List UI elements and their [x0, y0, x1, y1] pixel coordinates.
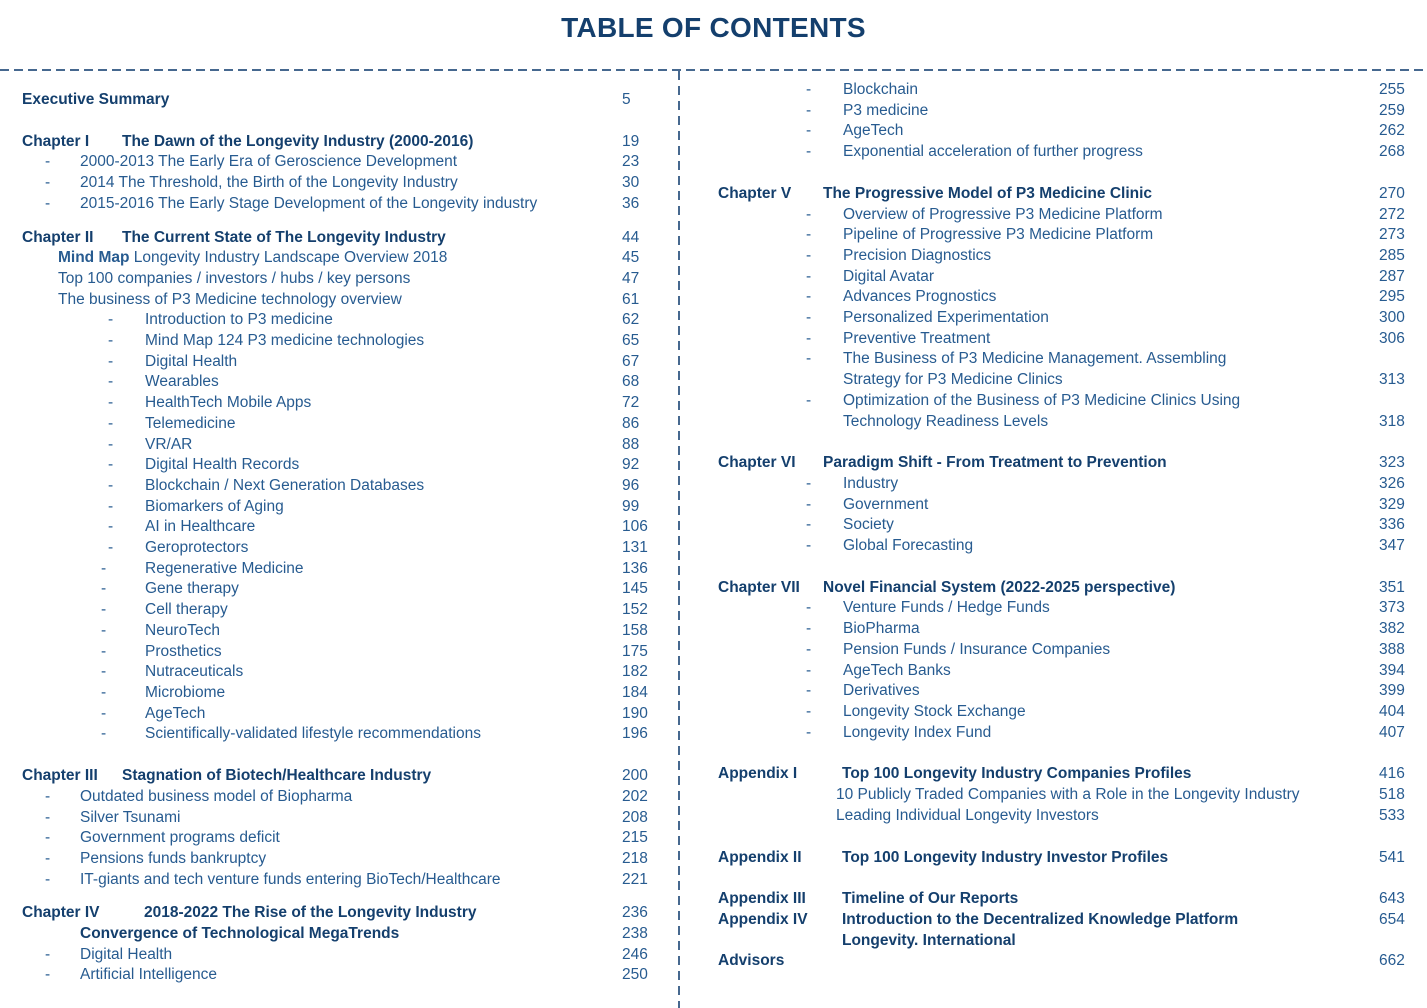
toc-entry-row	[718, 349, 1420, 390]
section-label: Chapter I	[22, 132, 90, 150]
entry-title: Government programs deficit	[80, 829, 280, 847]
bullet-dash: -	[101, 601, 107, 619]
entry-title: Paradigm Shift - From Treatment to Prevention	[823, 454, 1167, 472]
page-number: 541	[1379, 848, 1405, 866]
bullet-dash: -	[806, 267, 812, 285]
toc-entry-row	[22, 683, 670, 704]
toc-entry-row	[22, 435, 670, 456]
page-number: 300	[1379, 309, 1405, 327]
page-number: 643	[1379, 890, 1405, 908]
toc-entry-row	[22, 787, 670, 808]
bullet-dash: -	[108, 539, 114, 557]
bullet-dash: -	[108, 476, 114, 494]
page-number: 318	[1379, 412, 1405, 430]
entry-title: Geroprotectors	[145, 539, 249, 557]
entry-title: Top 100 Longevity Industry Companies Profiles	[842, 765, 1192, 783]
toc-entry-row	[718, 598, 1420, 619]
section-label: Appendix II	[718, 848, 802, 866]
page-number: 196	[622, 725, 648, 743]
entry-title: The Dawn of the Longevity Industry (2000-2016)	[122, 132, 474, 150]
bullet-dash: -	[806, 599, 812, 617]
toc-entry-row	[22, 173, 670, 194]
section-label: Appendix III	[718, 890, 806, 908]
bullet-dash: -	[806, 640, 812, 658]
entry-title: Digital Health	[145, 352, 238, 370]
page-number: 72	[622, 394, 640, 412]
page-number: 246	[622, 945, 648, 963]
section-label: Chapter III	[22, 767, 98, 785]
toc-entry-row	[22, 945, 670, 966]
toc-entry-row	[22, 352, 670, 373]
page-number: 255	[1379, 81, 1405, 98]
bullet-dash: -	[806, 81, 812, 98]
bullet-dash: -	[101, 725, 107, 743]
entry-title: P3 medicine	[843, 101, 929, 119]
page-number: 238	[622, 925, 648, 943]
page-number: 351	[1379, 578, 1405, 596]
page-number: 44	[622, 228, 640, 246]
entry-title: Society	[843, 516, 894, 534]
toc-entry-row	[22, 870, 670, 891]
page-number: 295	[1379, 288, 1405, 306]
toc-entry-row	[718, 142, 1420, 163]
toc-entry-row	[22, 455, 670, 476]
toc-entry-row	[718, 640, 1420, 661]
entry-title: Longevity Stock Exchange	[843, 702, 1026, 720]
page-number: 92	[622, 456, 640, 474]
bullet-dash: -	[806, 205, 812, 223]
page-number: 47	[622, 269, 640, 287]
bullet-dash: -	[806, 702, 812, 720]
toc-entry-row	[22, 372, 670, 393]
entry-title: Top 100 companies / investors / hubs / key persons	[58, 269, 411, 287]
page-number: 533	[1379, 806, 1405, 824]
entry-title: Pension Funds / Insurance Companies	[843, 640, 1111, 658]
page-number: 215	[622, 829, 648, 847]
toc-entry-row	[22, 538, 670, 559]
toc-entry-row	[22, 662, 670, 683]
toc-entry-row	[718, 287, 1420, 308]
page-number: 272	[1379, 205, 1405, 223]
bullet-dash: -	[806, 516, 812, 534]
bullet-dash: -	[806, 350, 812, 368]
bullet-dash: -	[806, 122, 812, 140]
bullet-dash: -	[108, 456, 114, 474]
page-number: 336	[1379, 516, 1405, 534]
bullet-dash: -	[806, 329, 812, 347]
entry-title: 2014 The Threshold, the Birth of the Longevity Industry	[80, 174, 458, 192]
page-number: 399	[1379, 682, 1405, 700]
column-divider	[678, 71, 680, 1008]
toc-entry-row	[22, 642, 670, 663]
page-number: 19	[622, 132, 640, 150]
toc-section-row	[22, 766, 670, 787]
toc-entry-row	[22, 828, 670, 849]
entry-title: Blockchain	[843, 81, 918, 98]
entry-title: 2000-2013 The Early Era of Geroscience Development	[80, 153, 458, 171]
section-label: Chapter II	[22, 228, 94, 246]
page-number: 88	[622, 435, 640, 453]
page-number: 221	[622, 870, 648, 888]
toc-entry-row	[22, 517, 670, 538]
page-number: 136	[622, 559, 648, 577]
page-number: 152	[622, 601, 648, 619]
page-number: 285	[1379, 246, 1405, 264]
bullet-dash: -	[108, 332, 114, 350]
entry-bold-prefix: Mind Map	[58, 249, 130, 267]
entry-title: Outdated business model of Biopharma	[80, 787, 353, 805]
toc-entry-row	[718, 806, 1420, 827]
bullet-dash: -	[806, 288, 812, 306]
page-number: 416	[1379, 765, 1405, 783]
toc-entry-row	[718, 329, 1420, 350]
page-number: 158	[622, 621, 648, 639]
toc-entry-row	[718, 267, 1420, 288]
page-number: 175	[622, 642, 648, 660]
toc-entry-row	[22, 808, 670, 829]
bullet-dash: -	[108, 435, 114, 453]
bullet-dash: -	[806, 723, 812, 741]
page-number: 323	[1379, 454, 1405, 472]
entry-title: Government	[843, 495, 929, 513]
toc-entry-row	[718, 702, 1420, 723]
bullet-dash: -	[45, 945, 51, 963]
toc-entry-row	[718, 681, 1420, 702]
page-number: 99	[622, 497, 640, 515]
bullet-dash: -	[108, 311, 114, 329]
page-number: 30	[622, 174, 640, 192]
toc-entry-row	[718, 246, 1420, 267]
bullet-dash: -	[45, 194, 51, 212]
page-number: 106	[622, 518, 648, 536]
page-number: 68	[622, 373, 640, 391]
section-label: Appendix IV	[718, 910, 808, 928]
page-number: 259	[1379, 101, 1405, 119]
entry-title: Stagnation of Biotech/Healthcare Industry	[122, 767, 432, 785]
section-label: Chapter IV	[22, 904, 100, 922]
toc-entry-row	[22, 704, 670, 725]
bullet-dash: -	[108, 394, 114, 412]
toc-entry-row	[22, 724, 670, 745]
toc-entry-row	[22, 559, 670, 580]
toc-section-row	[718, 889, 1420, 910]
toc-entry-row	[718, 101, 1420, 122]
toc-entry-row	[22, 269, 670, 290]
entry-title: Precision Diagnostics	[843, 246, 992, 264]
entry-title: Venture Funds / Hedge Funds	[843, 599, 1050, 617]
entry-title: The business of P3 Medicine technology overview	[58, 290, 402, 308]
toc-entry-row	[22, 90, 670, 111]
page-number: 202	[622, 787, 648, 805]
entry-title: Cell therapy	[145, 601, 228, 619]
bullet-dash: -	[806, 682, 812, 700]
toc-entry-row	[22, 393, 670, 414]
page-title: TABLE OF CONTENTS	[561, 12, 866, 43]
entry-title: Derivatives	[843, 682, 920, 700]
bullet-dash: -	[101, 621, 107, 639]
page-number: 236	[622, 904, 648, 922]
page-number: 407	[1379, 723, 1405, 741]
page-number: 373	[1379, 599, 1405, 617]
bullet-dash: -	[806, 391, 812, 409]
toc-section-row	[718, 578, 1420, 599]
page-number: 67	[622, 352, 640, 370]
bullet-dash: -	[806, 474, 812, 492]
section-label: Chapter VII	[718, 578, 800, 596]
entry-title: Overview of Progressive P3 Medicine Platform	[843, 205, 1163, 223]
toc-entry-row	[718, 474, 1420, 495]
toc-entry-row	[22, 849, 670, 870]
bullet-dash: -	[101, 580, 107, 598]
page-number: 382	[1379, 620, 1405, 638]
bullet-dash: -	[806, 620, 812, 638]
bullet-dash: -	[45, 787, 51, 805]
entry-title: Longevity Index Fund	[843, 723, 992, 741]
entry-title: Pensions funds bankruptcy	[80, 849, 267, 867]
toc-entry-row	[718, 536, 1420, 557]
toc-entry-row	[718, 80, 1420, 101]
entry-title: Convergence of Technological MegaTrends	[80, 925, 400, 943]
entry-title: The Current State of The Longevity Industry	[122, 228, 446, 246]
toc-section-row	[22, 132, 670, 153]
page-number: 268	[1379, 143, 1405, 161]
toc-entry-row	[718, 121, 1420, 142]
page-number: 184	[622, 683, 648, 701]
toc-entry-row	[22, 290, 670, 311]
bullet-dash: -	[108, 373, 114, 391]
page-number: 270	[1379, 184, 1405, 202]
bullet-dash: -	[806, 101, 812, 119]
toc-entry-row	[718, 205, 1420, 226]
toc-section-row	[22, 903, 670, 924]
toc-entry-row	[718, 308, 1420, 329]
page-number: 662	[1379, 952, 1405, 970]
toc-entry-row	[718, 495, 1420, 516]
entry-title: 10 Publicly Traded Companies with a Role in the Longevity Industry	[836, 786, 1300, 804]
page-number: 190	[622, 704, 648, 722]
page-number: 394	[1379, 661, 1405, 679]
entry-title: Exponential acceleration of further progress	[843, 143, 1143, 161]
toc-entry-row	[718, 661, 1420, 682]
toc-section-row	[22, 228, 670, 249]
entry-title: Top 100 Longevity Industry Investor Profiles	[842, 848, 1169, 866]
entry-title: Executive Summary	[22, 91, 170, 108]
page-number: 65	[622, 332, 640, 350]
entry-title: Introduction to the Decentralized Knowledge Platform Longevity. International	[842, 910, 1239, 949]
bullet-dash: -	[101, 663, 107, 681]
entry-title: Mind Map 124 P3 medicine technologies	[145, 332, 425, 350]
entry-title: Prosthetics	[145, 642, 222, 660]
bullet-dash: -	[108, 518, 114, 536]
entry-title: Digital Avatar	[843, 267, 935, 285]
page-number: 518	[1379, 786, 1405, 804]
toc-section-row	[718, 764, 1420, 785]
toc-entry-row	[22, 621, 670, 642]
toc-entry-row	[22, 965, 670, 986]
page-number: 145	[622, 580, 648, 598]
entry-title: IT-giants and tech venture funds entering BioTech/Healthcare	[80, 870, 501, 888]
entry-title: Digital Health Records	[145, 456, 300, 474]
entry-title: HealthTech Mobile Apps	[145, 394, 312, 412]
entry-title: AgeTech Banks	[843, 661, 951, 679]
entry-title: Introduction to P3 medicine	[145, 311, 333, 329]
toc-entry-row	[718, 723, 1420, 744]
entry-title: Advisors	[718, 952, 785, 970]
toc-section-row	[718, 910, 1420, 951]
page-number: 273	[1379, 226, 1405, 244]
bullet-dash: -	[108, 414, 114, 432]
entry-title: Global Forecasting	[843, 537, 974, 555]
bullet-dash: -	[806, 537, 812, 555]
entry-title: Silver Tsunami	[80, 808, 181, 826]
page-number: 96	[622, 476, 640, 494]
entry-title: Pipeline of Progressive P3 Medicine Platform	[843, 226, 1154, 244]
page-number: 404	[1379, 702, 1405, 720]
bullet-dash: -	[45, 966, 51, 984]
bullet-dash: -	[806, 661, 812, 679]
entry-title: Novel Financial System (2022-2025 perspective)	[823, 578, 1176, 596]
section-label: Chapter V	[718, 184, 792, 202]
toc-entry-row	[22, 497, 670, 518]
toc-section-row	[718, 184, 1420, 205]
bullet-dash: -	[45, 153, 51, 171]
bullet-dash: -	[45, 174, 51, 192]
page-number: 388	[1379, 640, 1405, 658]
entry-title: Microbiome	[145, 683, 226, 701]
toc-section-row	[718, 453, 1420, 474]
entry-title: Nutraceuticals	[145, 663, 244, 681]
entry-title: NeuroTech	[145, 621, 220, 639]
entry-title: The Business of P3 Medicine Management. Assembling Strategy for P3 Medicine Clinics	[843, 350, 1227, 389]
toc-entry-row	[22, 310, 670, 331]
page-number: 45	[622, 249, 640, 267]
page-number: 347	[1379, 537, 1405, 555]
page-number: 329	[1379, 495, 1405, 513]
entry-title: Digital Health	[80, 945, 173, 963]
entry-title: VR/AR	[145, 435, 193, 453]
toc-left-column	[22, 90, 670, 986]
entry-title: Wearables	[145, 373, 219, 391]
entry-title: Personalized Experimentation	[843, 309, 1049, 327]
entry-title: AI in Healthcare	[145, 518, 256, 536]
page-number: 287	[1379, 267, 1405, 285]
toc-entry-row	[718, 951, 1420, 972]
toc-entry-row	[718, 785, 1420, 806]
page-number: 313	[1379, 371, 1405, 389]
toc-entry-row	[718, 619, 1420, 640]
entry-title: Preventive Treatment	[843, 329, 991, 347]
page-number: 218	[622, 849, 648, 867]
bullet-dash: -	[101, 642, 107, 660]
page-number: 5	[622, 91, 631, 108]
bullet-dash: -	[45, 849, 51, 867]
toc-entry-row	[22, 924, 670, 945]
bullet-dash: -	[101, 559, 107, 577]
toc-entry-row	[22, 194, 670, 215]
entry-title: Mind Map Longevity Industry Landscape Overview 2018	[58, 249, 448, 267]
entry-title: Blockchain / Next Generation Databases	[145, 476, 425, 494]
page-number: 250	[622, 966, 648, 984]
toc-entry-row	[718, 515, 1420, 536]
bullet-dash: -	[806, 143, 812, 161]
page-number: 306	[1379, 329, 1405, 347]
entry-title: Gene therapy	[145, 580, 239, 598]
entry-title: Timeline of Our Reports	[842, 890, 1019, 908]
entry-title: AgeTech	[145, 704, 206, 722]
page-number: 86	[622, 414, 640, 432]
toc-entry-row	[22, 600, 670, 621]
entry-title: 2018-2022 The Rise of the Longevity Industry	[144, 904, 477, 922]
toc-entry-row	[22, 248, 670, 269]
entry-title: Advances Prognostics	[843, 288, 997, 306]
toc-entry-row	[22, 579, 670, 600]
toc-right-column	[718, 80, 1420, 972]
entry-title: The Progressive Model of P3 Medicine Clinic	[823, 184, 1153, 202]
bullet-dash: -	[108, 352, 114, 370]
entry-title: Artificial Intelligence	[80, 966, 217, 984]
bullet-dash: -	[806, 246, 812, 264]
page-number: 23	[622, 153, 640, 171]
bullet-dash: -	[101, 683, 107, 701]
page-number: 654	[1379, 910, 1405, 928]
page-number: 62	[622, 311, 640, 329]
entry-title: AgeTech	[843, 122, 904, 140]
section-label: Chapter VI	[718, 454, 796, 472]
horizontal-divider	[0, 69, 1427, 71]
entry-title: Leading Individual Longevity Investors	[836, 806, 1099, 824]
toc-entry-row	[22, 152, 670, 173]
page-number: 61	[622, 290, 640, 308]
bullet-dash: -	[45, 808, 51, 826]
entry-title: Scientifically-validated lifestyle recommendations	[145, 725, 481, 743]
bullet-dash: -	[45, 870, 51, 888]
entry-title: Optimization of the Business of P3 Medicine Clinics Using Technology Readiness Levels	[843, 391, 1241, 430]
page-number: 208	[622, 808, 648, 826]
bullet-dash: -	[108, 497, 114, 515]
toc-entry-row	[718, 225, 1420, 246]
toc-entry-row	[22, 476, 670, 497]
toc-section-row	[718, 848, 1420, 869]
bullet-dash: -	[45, 829, 51, 847]
page-number: 326	[1379, 474, 1405, 492]
entry-title: Biomarkers of Aging	[145, 497, 284, 515]
page-number: 182	[622, 663, 648, 681]
entry-title: BioPharma	[843, 620, 920, 638]
bullet-dash: -	[101, 704, 107, 722]
page-number: 262	[1379, 122, 1405, 140]
toc-entry-row	[22, 331, 670, 352]
entry-title: Regenerative Medicine	[145, 559, 304, 577]
bullet-dash: -	[806, 495, 812, 513]
entry-title: Industry	[843, 474, 899, 492]
page-number: 131	[622, 539, 648, 557]
page-number: 200	[622, 767, 648, 785]
toc-entry-row	[22, 414, 670, 435]
bullet-dash: -	[806, 226, 812, 244]
toc-entry-row	[718, 391, 1420, 432]
entry-title: 2015-2016 The Early Stage Development of the Longevity industry	[80, 194, 538, 212]
bullet-dash: -	[806, 309, 812, 327]
page-number: 36	[622, 194, 640, 212]
section-label: Appendix I	[718, 765, 798, 783]
entry-title: Telemedicine	[145, 414, 236, 432]
